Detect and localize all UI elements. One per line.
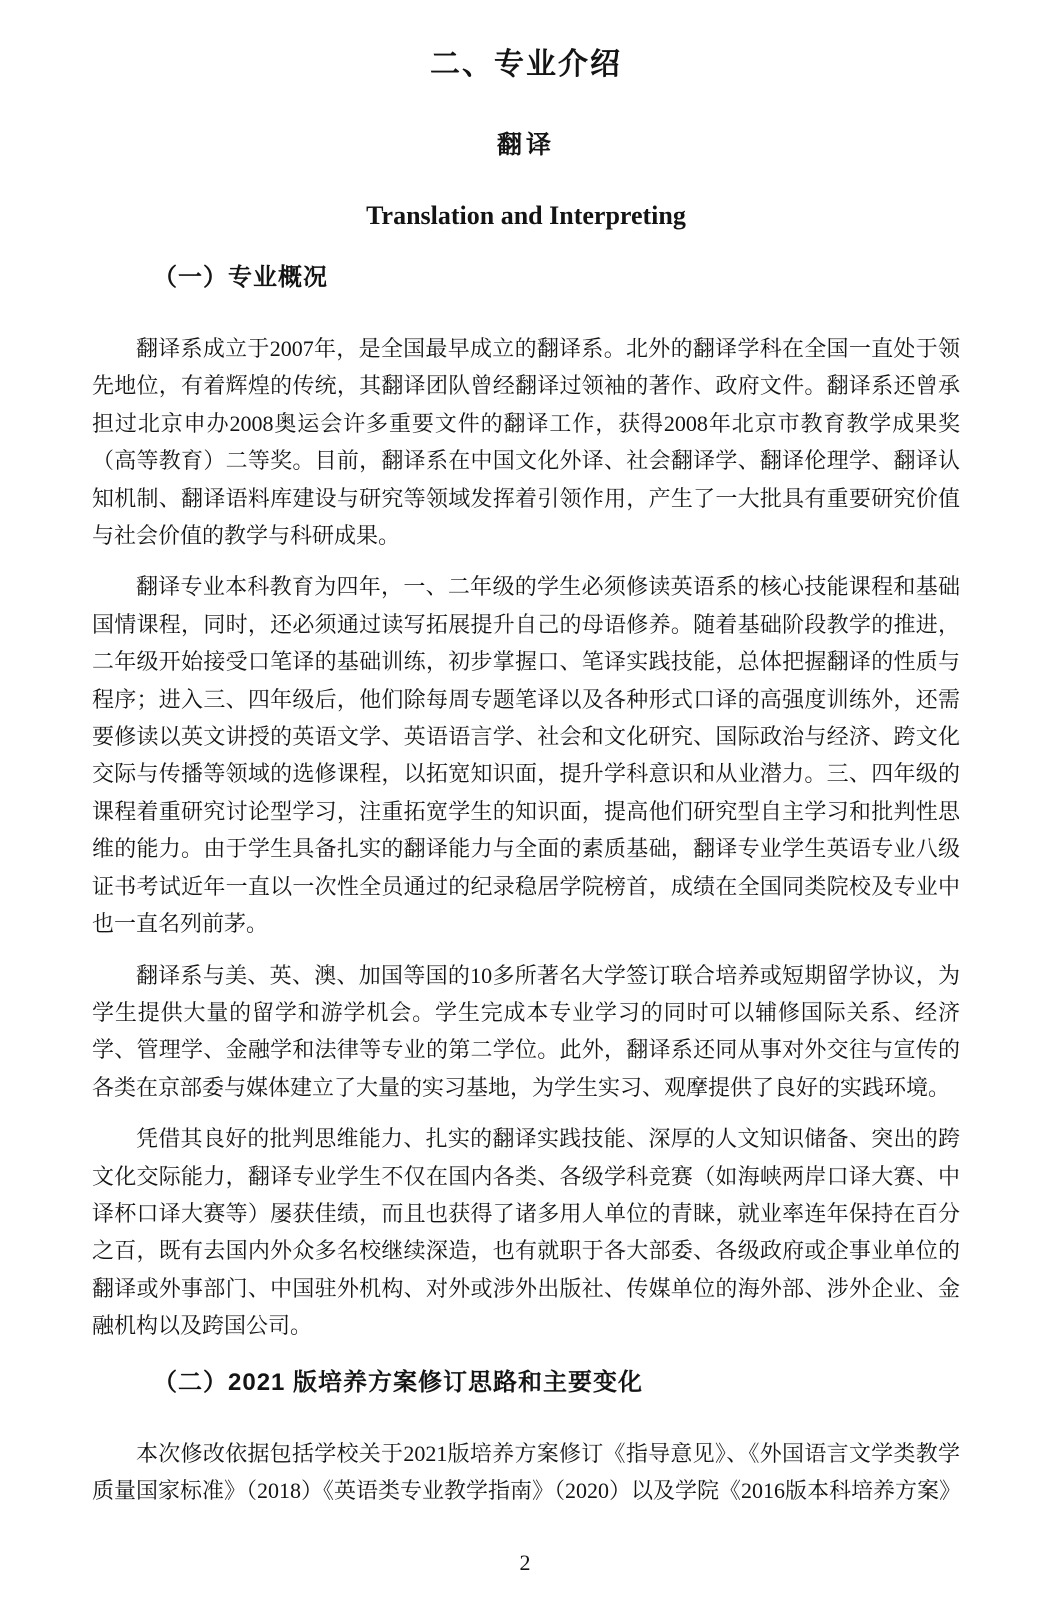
section-1-paragraph-1: 翻译系成立于2007年，是全国最早成立的翻译系。北外的翻译学科在全国一直处于领先地位，有着辉煌的传统，其翻译团队曾经翻译过领袖的著作、政府文件。翻译系还曾承担过北京申办2008奥运会许多重要文件的翻译工作，获得2008年北京市教育教学成果奖（高等教育）二等奖。目前，翻译系在中国文化外译、社会翻译学、翻译伦理学、翻译认知机制、翻译语料库建设与研究等领域发挥着引领作用，产生了一大批具有重要研究价值与社会价值的教学与科研成果。 — [92, 336, 960, 549]
major-title-zh: 翻译 — [496, 131, 555, 159]
page-number: 2 — [519, 1550, 531, 1575]
section-2-heading: （二）2021 版培养方案修订思路和主要变化 — [153, 1368, 644, 1396]
major-title-en: Translation and Interpreting — [366, 201, 686, 230]
section-1-paragraph-3: 翻译系与美、英、澳、加国等国的10多所著名大学签订联合培养或短期留学协议，为学生提供大量的留学和游学机会。学生完成本专业学习的同时可以辅修国际关系、经济学、管理学、金融学和法律等专业的第二学位。此外，翻译系还同从事对外交往与宣传的各类在京部委与媒体建立了大量的实习基地，为学生实习、观摩提供了良好的实践环境。 — [92, 962, 960, 1100]
section-1-paragraph-4: 凭借其良好的批判思维能力、扎实的翻译实践技能、深厚的人文知识储备、突出的跨文化交际能力，翻译专业学生不仅在国内各类、各级学科竞赛（如海峡两岸口译大赛、中译杯口译大赛等）屡获佳绩，而且也获得了诸多用人单位的青睐，就业率连年保持在百分之百，既有去国内外众多名校继续深造，也有就职于各大部委、各级政府或企事业单位的翻译或外事部门、中国驻外机构、对外或涉外出版社、传媒单位的海外部、涉外企业、金融机构以及跨国公司。 — [92, 1126, 960, 1339]
section-2-paragraph-1: 本次修改依据包括学校关于2021版培养方案修订《指导意见》、《外国语言文学类教学质量国家标准》（2018）《英语类专业教学指南》（2020）以及学院《2016版本科培养方案》 — [92, 1440, 962, 1503]
section-1-paragraph-2: 翻译专业本科教育为四年，一、二年级的学生必须修读英语系的核心技能课程和基础国情课程，同时，还必须通过读写拓展提升自己的母语修养。随着基础阶段教学的推进，二年级开始接受口笔译的基础训练，初步掌握口、笔译实践技能，总体把握翻译的性质与程序；进入三、四年级后，他们除每周专题笔译以及各种形式口译的高强度训练外，还需要修读以英文讲授的英语文学、英语语言学、社会和文化研究、国际政治与经济、跨文化交际与传播等领域的选修课程，以拓宽知识面，提升学科意识和从业潜力。三、四年级的课程着重研究讨论型学习，注重拓宽学生的知识面，提高他们研究型自主学习和批判性思维的能力。由于学生具备扎实的翻译能力与全面的素质基础，翻译专业学生英语专业八级证书考试近年一直以一次性全员通过的纪录稳居学院榜首，成绩在全国同类院校及专业中也一直名列前茅。 — [92, 574, 960, 937]
section-1-heading: （一）专业概况 — [153, 264, 328, 291]
page-title: 二、专业介绍 — [430, 48, 622, 81]
